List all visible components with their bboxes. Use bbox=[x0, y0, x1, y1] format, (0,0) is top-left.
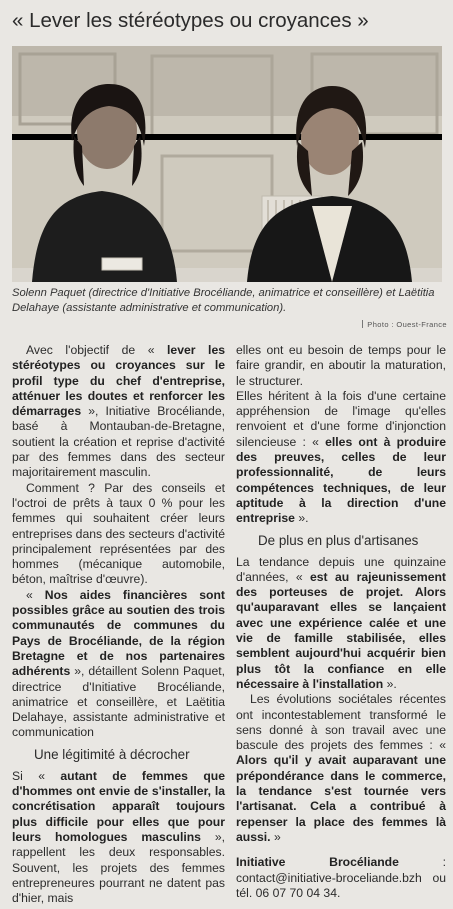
text: », Initiative Brocéliande, basé à Montauban-de-Bretagne, soutient la création et reprise d'activité par des femmes dans des secteur majoritairement masculin. bbox=[12, 404, 225, 480]
emphasis-text: Nos aides financières sont possibles grâce au soutien des trois communautés de communes du Pays de Brocéliande, de la région Bretagne et de nos partenaires adhérents bbox=[12, 587, 225, 679]
paragraph bbox=[236, 692, 446, 845]
credit-divider bbox=[362, 320, 363, 328]
paragraph bbox=[236, 389, 446, 527]
text: Elles héritent à la fois d'une certaine appréhension de l'image qu'elles renvoient et d'une forme d'injonction silencieuse : « bbox=[236, 388, 446, 449]
text: », rappellent les deux responsables. Souvent, les projets des femmes entrepreneures pourrant ne datent pas d'hier, mais bbox=[12, 829, 225, 906]
contact-info bbox=[236, 855, 446, 901]
photo-caption: Solenn Paquet (directrice d'Initiative Brocéliande, animatrice et conseillère) et Laëtitia Delahaye (assistante administrative et communication). bbox=[12, 287, 435, 314]
contact-name: Initiative Brocéliande bbox=[236, 855, 399, 870]
article-title: « Lever les stéréotypes ou croyances » bbox=[12, 9, 369, 32]
subheading: De plus en plus d'artisanes bbox=[258, 532, 419, 548]
paragraph: Comment ? Par des conseils et l'octroi de prêts à taux 0 % pour les femmes qui souhaitent créer leurs entreprises dans des secteurs d'activité principalement représentées par des hommes (mécanique automobile, béton, maîtrise d'œuvre). bbox=[12, 480, 226, 587]
paragraph: elles ont eu besoin de temps pour le faire grandir, en aboutir la maturation, le structurer. bbox=[236, 343, 446, 388]
emphasis-text: Alors qu'il y avait auparavant une prépondérance dans le commerce, la tendance s'est tournée vers l'artisanat. Cela a contribué à repenser la place des femmes là aussi. bbox=[236, 753, 446, 844]
photo-credit bbox=[362, 320, 447, 329]
text: Si « bbox=[12, 768, 61, 783]
right-column bbox=[236, 343, 446, 901]
article-photo bbox=[12, 46, 442, 282]
text: », détaillent Solenn Paquet, directrice d'Initiative Brocéliande, animatrice et conseillère, et Laëtitia Delahaye, assistante administrative et communication bbox=[12, 664, 225, 740]
text: Avec l'objectif de « bbox=[26, 343, 168, 357]
text: ». bbox=[294, 511, 309, 526]
text: La tendance depuis une quinzaine d'années, « bbox=[236, 554, 446, 584]
paragraph bbox=[236, 555, 446, 693]
subheading: Une légitimité à décrocher bbox=[34, 746, 190, 762]
paragraph bbox=[12, 343, 225, 481]
text: » bbox=[270, 829, 281, 844]
emphasis-text: lever les stéréotypes ou croyances sur le profil type du chef d'entreprise, atténuer les doutes et renforcer les démarrages bbox=[12, 343, 225, 419]
photo-credit-text: Photo : Ouest-France bbox=[367, 320, 447, 329]
text: ». bbox=[383, 676, 397, 691]
text: Les évolutions sociétales récentes ont incontestablement transformé le sens donné à son travail avec une bascule des projets des femmes : « bbox=[236, 692, 446, 753]
paragraph bbox=[12, 588, 225, 741]
paragraph bbox=[12, 769, 225, 907]
emphasis-text: elles ont à produire des preuves, celles de leur professionnalité, de leurs compétences techniques, de leur aptitude à la direction d'une entreprise bbox=[236, 434, 447, 526]
text: « bbox=[26, 587, 45, 602]
emphasis-text: autant de femmes que d'hommes ont envie de s'installer, la concrétisation apparaît toujours plus difficile pour elles que pour leurs homologues masculins bbox=[12, 768, 225, 844]
contact-details: : contact@initiative-broceliande.bzh ou tél. 06 07 70 04 34. bbox=[236, 855, 446, 900]
emphasis-text: est au rajeunissement des porteuses de projet. Alors qu'auparavant elles se lançaient avec une expérience calée et une vie de famille stabilisée, elles semblent aujourd'hui acquérir bien plus tôt la confiance en elle nécessaire à l'installation bbox=[236, 569, 446, 691]
left-column bbox=[12, 343, 225, 906]
photo-illustration bbox=[12, 46, 442, 282]
